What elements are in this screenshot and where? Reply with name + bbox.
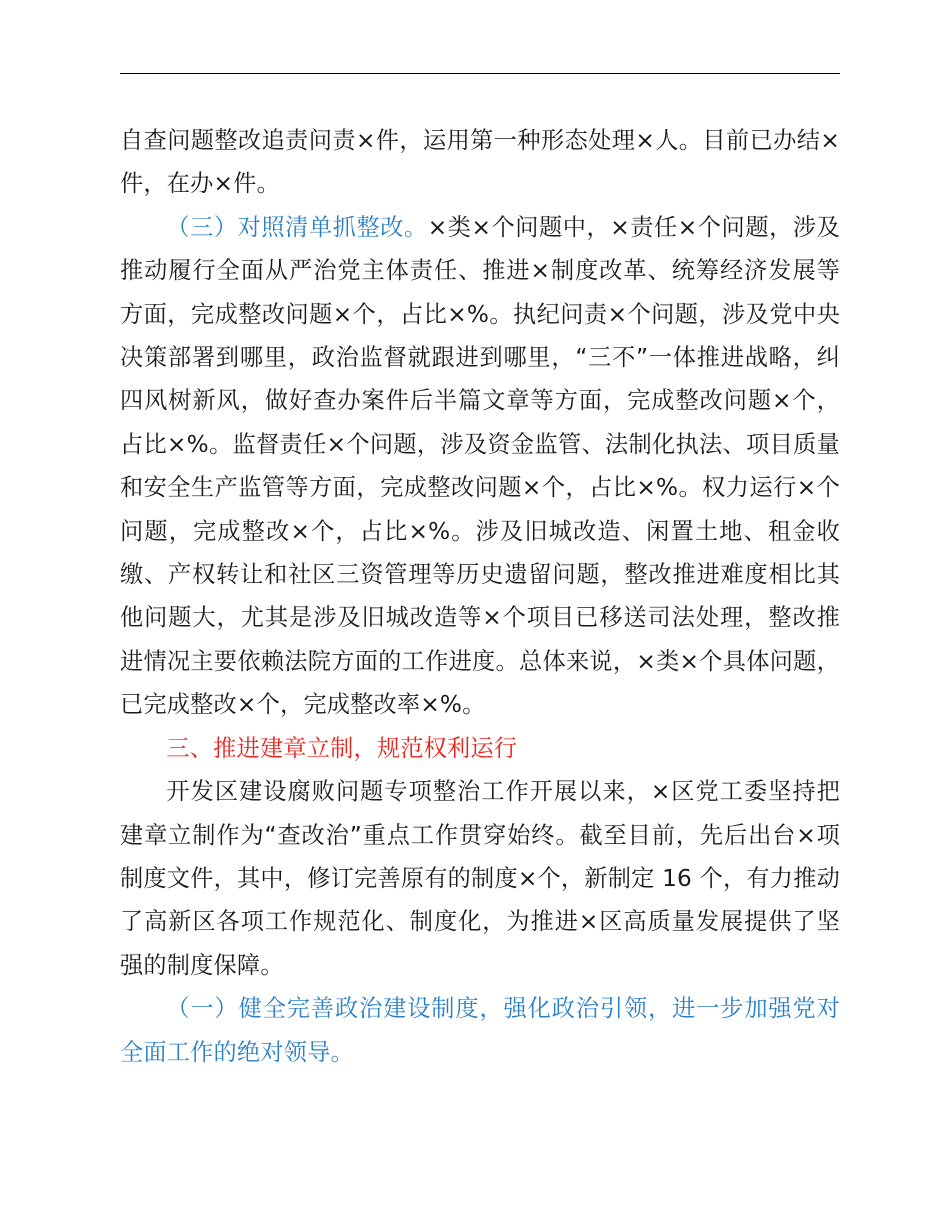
- paragraph-text: 自查问题整改追责问责×件，运用第一种形态处理×人。目前已办结×件，在办×件。: [120, 127, 840, 198]
- paragraph-rectification: [120, 206, 840, 727]
- subsection-heading-1: （一）健全完善政治建设制度，强化政治引领，进一步加强党对全面工作的绝对领导。: [120, 995, 840, 1066]
- subsection-heading-3: （三）对照清单抓整改。: [166, 213, 428, 241]
- section-heading-3: 三、推进建章立制，规范权利运行: [166, 734, 518, 762]
- paragraph-continuation: [120, 119, 840, 206]
- document-body: [120, 119, 840, 1074]
- paragraph-text: 开发区建设腐败问题专项整治工作开展以来，×区党工委坚持把建章立制作为“查改治”重点工作贯穿始终。截至目前，先后出台×项制度文件，其中，修订完善原有的制度×个，新制定 16 个，有力推动了高新区各项工作规范化、制度化，为推进×区高质量发展提供了坚强的制度保障。: [120, 778, 840, 979]
- paragraph-institution-building: [120, 770, 840, 987]
- header-rule: [120, 73, 840, 74]
- paragraph-text: ×类×个问题中，×责任×个问题，涉及推动履行全面从严治党主体责任、推进×制度改革、统筹经济发展等方面，完成整改问题×个，占比×%。执纪问责×个问题，涉及党中央决策部署到哪里，政治监督就跟进到哪里，“三不”一体推进战略，纠四风树新风，做好查办案件后半篇文章等方面，完成整改问题×个，占比×%。监督责任×个问题，涉及资金监管、法制化执法、项目质量和安全生产监管等方面，完成整改问题×个，占比×%。权力运行×个问题，完成整改×个，占比×%。涉及旧城改造、闲置土地、租金收缴、产权转让和社区三资管理等历史遗留问题，整改推进难度相比其他问题大，尤其是涉及旧城改造等×个项目已移送司法处理，整改推进情况主要依赖法院方面的工作进度。总体来说，×类×个具体问题，已完成整改×个，完成整改率×%。: [120, 213, 840, 719]
